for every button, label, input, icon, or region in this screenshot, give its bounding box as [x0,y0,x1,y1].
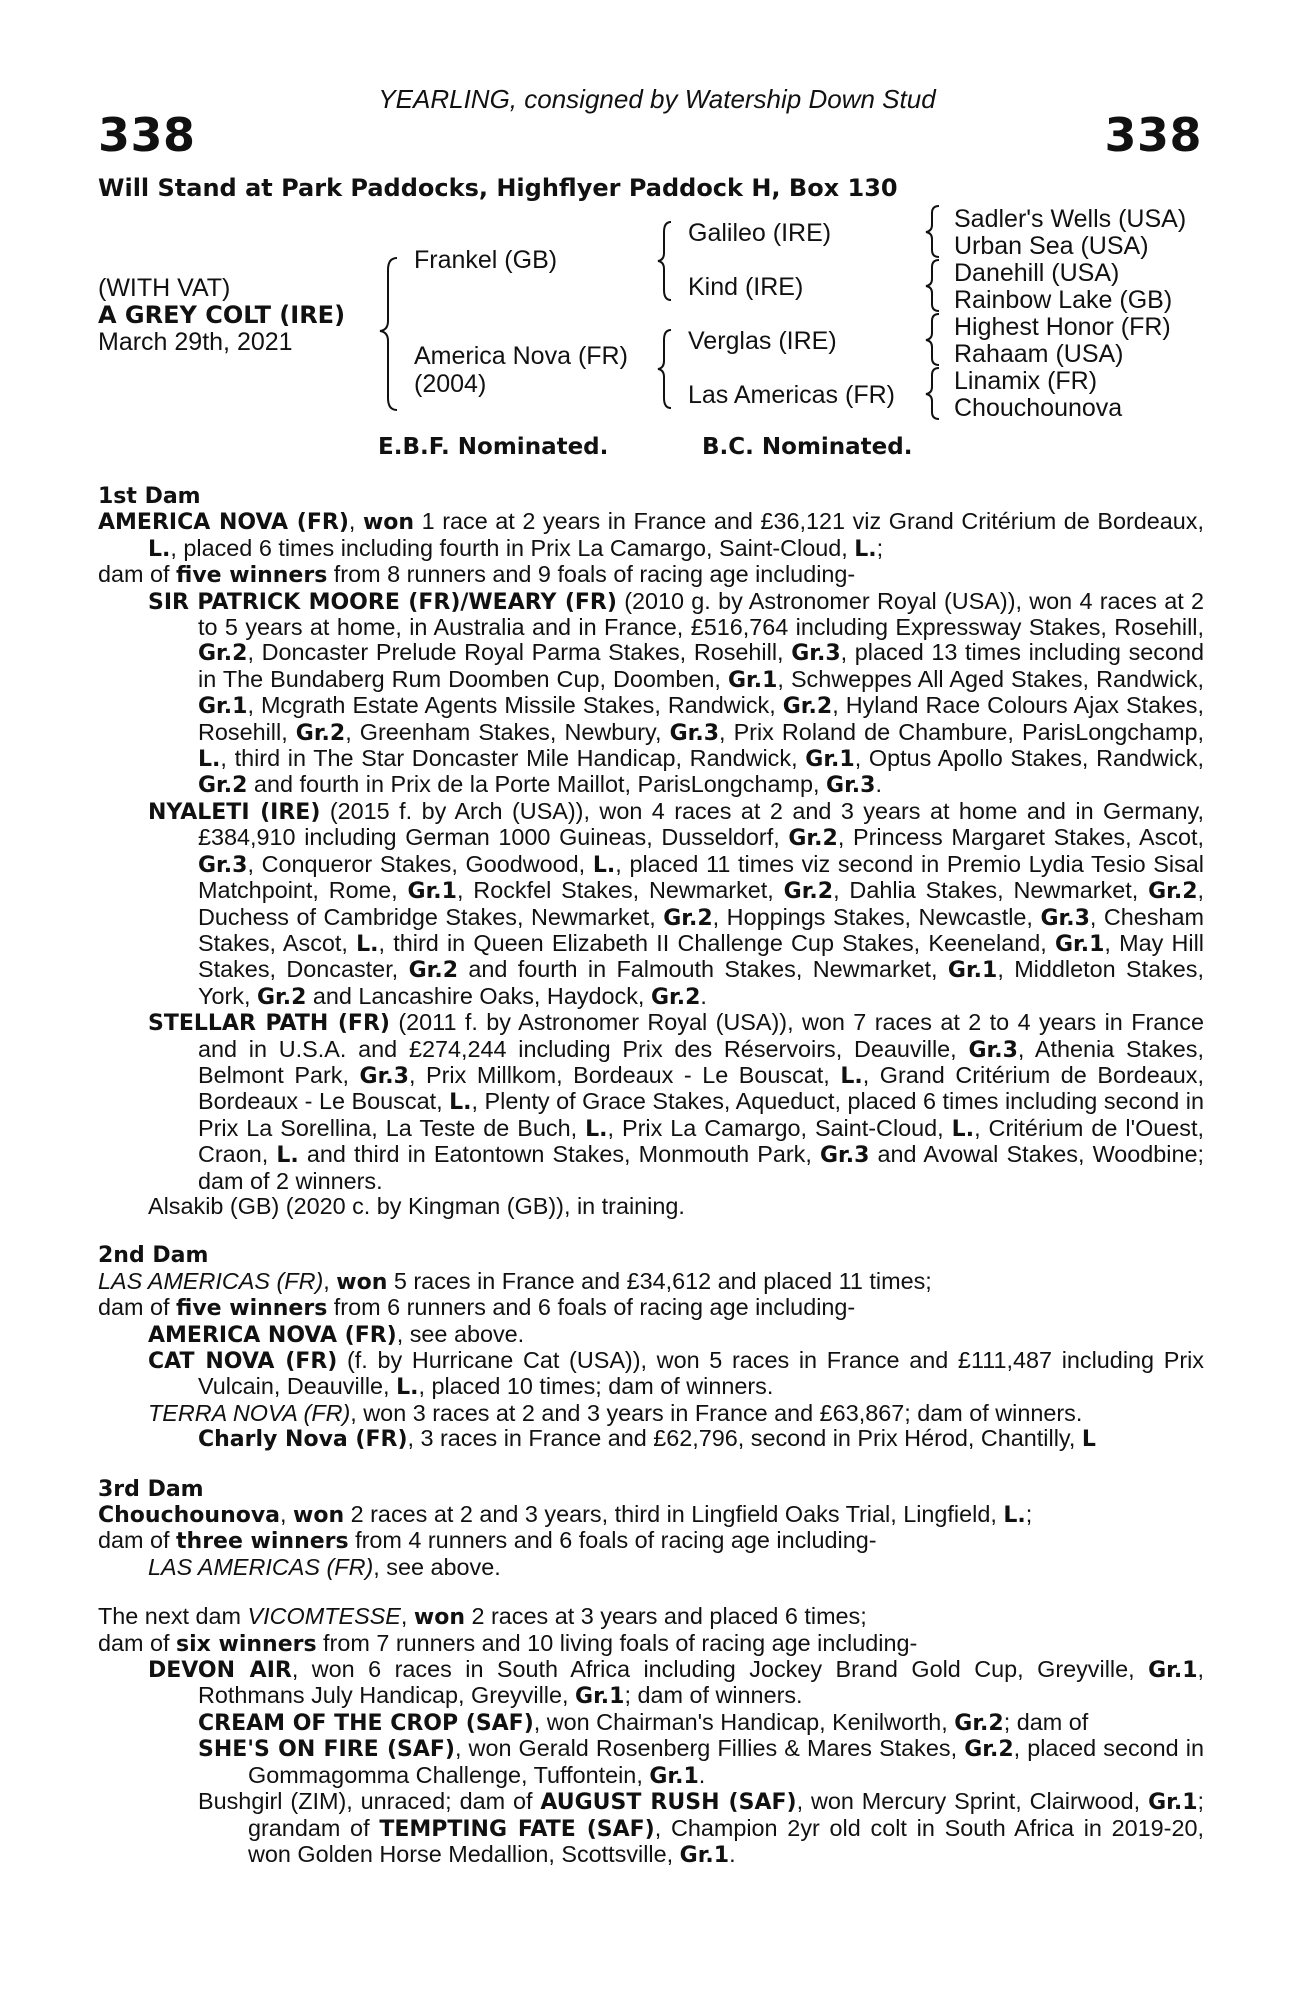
entry-text: , Prix Roland de Chambure, ParisLongchamp, [719,718,1204,745]
entry-text: and third in Eatontown Stakes, Monmouth Park, [298,1141,820,1168]
pedigree-entry [98,1631,1204,1657]
pedigree-brackets [0,0,1314,440]
bold-text: L. [276,1143,299,1169]
bold-text: Gr.2 [954,1710,1004,1736]
entry-text: , Mcgrath Estate Agents Missile Stakes, Randwick, [247,692,783,719]
section-gap [98,1580,1204,1604]
entry-text: 5 races in France and £34,612 and placed 11 times; [387,1267,932,1294]
ancestor-2: Urban Sea (USA) [954,232,1149,260]
sire-dam: Kind (IRE) [688,273,804,301]
bold-text: L. [148,536,171,562]
pedigree-entry [98,562,1204,588]
entry-text: , won Mercury Sprint, Clairwood, [796,1788,1149,1815]
dam-dam: Las Americas (FR) [688,381,895,409]
entry-text: , placed 6 times including fourth in Prix La Camargo, Saint-Cloud, [170,534,855,561]
entry-text: , Optus Apollo Stakes, Randwick, [854,745,1204,772]
bold-text: CAT NOVA (FR) [148,1349,338,1374]
italic-text: LAS AMERICAS (FR) [98,1267,324,1294]
bold-text: L. [840,1063,863,1089]
bold-text: won [362,510,415,536]
bold-text: SHE'S ON FIRE (SAF) [198,1737,455,1763]
entry-text: ; dam of winners. [624,1682,803,1709]
bold-text: L. [396,1375,419,1401]
entry-text: , [400,1603,414,1630]
entry-text: , won Chairman's Handicap, Kenilworth, [533,1708,955,1735]
bold-text: Gr.1 [727,667,778,693]
entry-text: from 4 runners and 6 foals of racing age including- [348,1527,877,1554]
entry-text: , Dahlia Stakes, Newmarket, [833,877,1149,904]
bold-text: won [293,1503,345,1529]
bold-text: TEMPTING FATE (SAF) [379,1816,655,1842]
dam-sire: Verglas (IRE) [688,327,837,355]
pedigree-entry [148,1555,1204,1580]
pedigree-entry [148,1322,1204,1348]
bold-text: Gr.2 [783,879,834,905]
entry-text: , Plenty of Grace Stakes, Aqueduct, placed 6 times including second in Prix La Sorellina, La Teste de Buch, [198,1088,1205,1141]
bold-text: five winners [176,563,328,589]
entry-text: , Hyland Race Colours Ajax Stakes, Rosehill, [198,692,1204,745]
entry-text: , Prix Millkom, Bordeaux - Le Bouscat, [408,1061,841,1088]
entry-text: ; dam of [1003,1708,1089,1735]
ancestor-6: Rahaam (USA) [954,340,1124,368]
pedigree-entry [148,1010,1204,1194]
pedigree-entry [148,1657,1204,1710]
entry-text: (2015 f. by Arch (USA)), won 4 races at 2 and 3 years at home and in Germany, £384,910 including German 1000 Guineas, Dusseldorf, [198,797,1204,851]
bold-text: DEVON AIR [148,1658,292,1684]
ancestor-5: Highest Honor (FR) [954,313,1171,341]
entry-text: , Prix La Camargo, Saint-Cloud, [607,1114,952,1141]
section-gap [98,1219,1204,1243]
bold-text: Gr.1 [649,1763,699,1789]
entry-text: , third in Queen Elizabeth II Challenge Cup Stakes, Keeneland, [378,929,1055,956]
bold-text: Gr.2 [408,958,458,984]
entry-text: , Duchess of Cambridge Stakes, Newmarket, [198,877,1205,930]
ancestor-7: Linamix (FR) [954,367,1098,395]
bold-text: Gr.2 [256,984,307,1010]
vat-note: (WITH VAT) [98,274,231,302]
entry-text: and Avowal Stakes, Woodbine; dam of 2 winners. [198,1141,1204,1194]
entry-text: , Doncaster Prelude Royal Parma Stakes, Rosehill, [247,639,792,666]
sire: Frankel (GB) [414,246,558,274]
ancestor-1: Sadler's Wells (USA) [954,205,1187,233]
pedigree-entry [98,1528,1204,1554]
bold-text: Gr.1 [407,879,457,905]
horse-name: A GREY COLT (IRE) [98,301,346,329]
entry-text: , placed 13 times including second in The Bundaberg Rum Doomben Cup, Doomben, [198,639,1205,692]
bold-text: SIR PATRICK MOORE (FR)/WEARY (FR) [148,589,617,615]
bold-text: Gr.1 [679,1842,730,1868]
pedigree-entry [148,589,1204,799]
bold-text: Gr.1 [198,694,248,720]
bold-text: Gr.2 [782,694,833,720]
ancestor-4: Rainbow Lake (GB) [954,286,1173,314]
pedigree-entry [98,509,1204,562]
bold-text: AUGUST RUSH (SAF) [540,1790,797,1816]
bold-text: five winners [176,1296,328,1322]
pedigree-entry [198,1426,1204,1452]
bold-text: Gr.2 [198,641,248,667]
entry-text: 2 races at 2 and 3 years, third in Lingfield Oaks Trial, Lingfield, [344,1501,1004,1528]
entry-text: dam of [98,1294,177,1321]
bold-text: Gr.2 [663,905,713,931]
bold-text: Gr.3 [826,773,876,799]
entry-text: , placed 10 times; dam of winners. [418,1373,774,1400]
bold-text: Gr.3 [791,641,841,667]
entry-text: ; [1025,1501,1033,1528]
entry-text: , Princess Margaret Stakes, Ascot, [837,824,1204,851]
bold-text: Gr.2 [964,1737,1014,1763]
bold-text: CREAM OF THE CROP (SAF) [198,1710,534,1736]
bold-text: STELLAR PATH (FR) [148,1011,390,1037]
bold-text: Gr.1 [805,747,855,773]
entry-text: , Hoppings Stakes, Newcastle, [712,903,1041,930]
bold-text: Chouchounova [98,1503,281,1529]
bold-text: Gr.2 [788,826,838,852]
bold-text: Gr.3 [1040,905,1090,931]
italic-text: TERRA NOVA (FR) [148,1399,351,1426]
dam-section [98,1580,1204,1868]
foaling-date: March 29th, 2021 [98,328,293,356]
entry-text: ; grandam of [248,1788,1204,1841]
ancestor-8: Chouchounova [954,394,1123,422]
bold-text: Gr.1 [947,958,998,984]
bold-text: L. [585,1116,608,1142]
bold-text: Gr.3 [359,1063,409,1089]
bold-text: won [336,1269,388,1295]
pedigree-entry [98,1604,1204,1630]
ancestor-3: Danehill (USA) [954,259,1120,287]
entry-text: Alsakib (GB) (2020 c. by Kingman (GB)), in training. [148,1192,685,1219]
pedigree-entry [198,1789,1204,1868]
entry-text: (f. by Hurricane Cat (USA)), won 5 races in France and £111,487 including Prix Vulcain, Deauville, [198,1347,1205,1400]
bold-text: L. [592,852,616,878]
pedigree-entry [98,1502,1204,1528]
bold-text: Gr.2 [650,984,701,1010]
entry-text: , placed 11 times viz second in Premio Lydia Tesio Sisal Matchpoint, Rome, [198,850,1204,904]
bold-text: NYALETI (IRE) [148,799,321,825]
pedigree-entry [148,799,1204,1010]
entry-text: ; [876,534,884,561]
dam-heading: 1st Dam [98,484,201,509]
bold-text: L. [198,747,221,773]
pedigree-entry [148,1194,1204,1219]
entry-text: , 3 races in France and £62,796, second in Prix Hérod, Chantilly, [407,1425,1082,1452]
bold-text: Charly Nova (FR) [198,1427,408,1453]
entry-text: , May Hill Stakes, Doncaster, [198,929,1205,983]
entry-text: The next dam [98,1603,248,1630]
bold-text: L. [951,1116,975,1142]
dam: America Nova (FR) [414,342,628,370]
entry-text: . [875,771,882,798]
entry-text: dam of [98,561,177,588]
dam-section [98,1453,1204,1581]
bold-text: L. [356,931,379,957]
dam-section [98,484,1204,1219]
bold-text: L [1081,1427,1096,1453]
entry-text: , won Gerald Rosenberg Fillies & Mares Stakes, [454,1735,965,1762]
bc-nomination: B.C. Nominated. [702,434,913,460]
dam-heading: 3rd Dam [98,1476,204,1502]
entry-text: , see above. [396,1320,525,1347]
entry-text: Bushgirl (ZIM), unraced; dam of [198,1788,541,1815]
entry-text: . [698,1761,706,1788]
entry-text: 1 race at 2 years in France and £36,121 viz Grand Critérium de Bordeaux, [414,508,1204,535]
entry-text: dam of [98,1629,177,1656]
lot-number-left: 338 [98,108,196,162]
pedigree-entry [148,1401,1204,1426]
bold-text: Gr.3 [669,720,719,746]
entry-text: , see above. [373,1553,501,1580]
bold-text: Gr.2 [198,773,248,799]
bold-text: Gr.2 [1148,879,1198,905]
pedigree-entry [198,1736,1204,1789]
bold-text: Gr.2 [295,720,346,746]
dam-year: (2004) [414,370,487,398]
sire-sire: Galileo (IRE) [688,219,832,247]
bold-text: three winners [176,1529,349,1555]
entry-text: , won 6 races in South Africa including Jockey Brand Gold Cup, Greyville, [291,1656,1149,1683]
bold-text: L. [854,536,877,562]
entry-text: , Rothmans July Handicap, Greyville, [198,1656,1204,1709]
entry-text: , Athenia Stakes, Belmont Park, [198,1035,1204,1088]
entry-text: (2010 g. by Astronomer Royal (USA)), won 4 races at 2 to 5 years at home, in Australia and in France, £516,764 including Expressway Stakes, Rosehill, [198,587,1204,641]
bold-text: Gr.1 [575,1684,625,1710]
pedigree-entry [148,1348,1204,1401]
entry-text: . [729,1840,736,1867]
entry-text: , Rockfel Stakes, Newmarket, [456,877,784,904]
bold-text: Gr.1 [1148,1790,1198,1816]
bold-text: Gr.3 [198,852,248,878]
entry-text: , Critérium de l'Ouest, Craon, [198,1114,1204,1168]
entry-text: . [700,982,707,1009]
entry-text: and Lancashire Oaks, Haydock, [306,982,651,1009]
ebf-nomination: E.B.F. Nominated. [378,434,609,460]
bold-text: AMERICA NOVA (FR) [148,1322,397,1348]
entry-text: , Greenham Stakes, Newbury, [345,718,670,745]
entry-text: , [323,1267,337,1294]
dam-heading: 2nd Dam [98,1243,209,1269]
entry-text: , Chesham Stakes, Ascot, [198,903,1204,956]
bold-text: L. [449,1090,472,1116]
entry-text: from 8 runners and 9 foals of racing age including- [327,561,856,588]
pedigree-entry [98,1269,1204,1295]
italic-text: LAS AMERICAS (FR) [148,1553,374,1580]
bold-text: six winners [176,1631,317,1657]
entry-text: from 7 runners and 10 living foals of racing age including- [316,1629,918,1656]
entry-text: 2 races at 3 years and placed 6 times; [465,1603,867,1630]
entry-text: , Conqueror Stakes, Goodwood, [247,850,593,877]
entry-text: , Middleton Stakes, York, [198,956,1204,1009]
consignment-line: YEARLING, consigned by Watership Down Stud [378,84,936,114]
pedigree-entry [198,1710,1204,1736]
entry-text: , Schweppes All Aged Stakes, Randwick, [777,665,1204,692]
entry-text: , won 3 races at 2 and 3 years in France and £63,867; dam of winners. [350,1399,1083,1426]
bold-text: Gr.1 [1054,931,1105,957]
entry-text: and fourth in Prix de la Porte Maillot, ParisLongchamp, [247,771,827,798]
entry-text: from 6 runners and 6 foals of racing age including- [327,1294,856,1321]
entry-text: , Grand Critérium de Bordeaux, Bordeaux - Le Bouscat, [198,1061,1204,1115]
entry-text: and fourth in Falmouth Stakes, Newmarket, [458,956,948,983]
entry-text: , third in The Star Doncaster Mile Handicap, Randwick, [220,745,806,772]
pedigree-entry [98,1295,1204,1321]
bold-text: AMERICA NOVA (FR) [98,510,349,536]
bold-text: Gr.3 [968,1037,1018,1063]
stand-location: Will Stand at Park Paddocks, Highflyer Paddock H, Box 130 [98,174,898,202]
dam-section [98,1219,1204,1452]
bold-text: won [413,1605,465,1631]
bold-text: Gr.3 [819,1143,870,1169]
entry-text: , [280,1501,294,1528]
entry-text: , Champion 2yr old colt in South Africa in 2019-20, won Golden Horse Medallion, Scottsville, [248,1814,1204,1867]
entry-text: (2011 f. by Astronomer Royal (USA)), won 7 races at 2 to 4 years in France and in U.S.A. and £274,244 including Prix des Réservoirs, Deauville, [198,1009,1205,1062]
italic-text: VICOMTESSE [247,1603,401,1630]
entry-text: , placed second in Gommagomma Challenge, Tuffontein, [248,1735,1204,1788]
bold-text: L. [1003,1503,1026,1529]
bold-text: Gr.1 [1148,1658,1198,1684]
catalogue-body [98,484,1204,1868]
entry-text: dam of [98,1527,177,1554]
entry-text: , [348,508,363,535]
lot-number-right: 338 [1104,108,1202,162]
section-gap [98,1453,1204,1477]
